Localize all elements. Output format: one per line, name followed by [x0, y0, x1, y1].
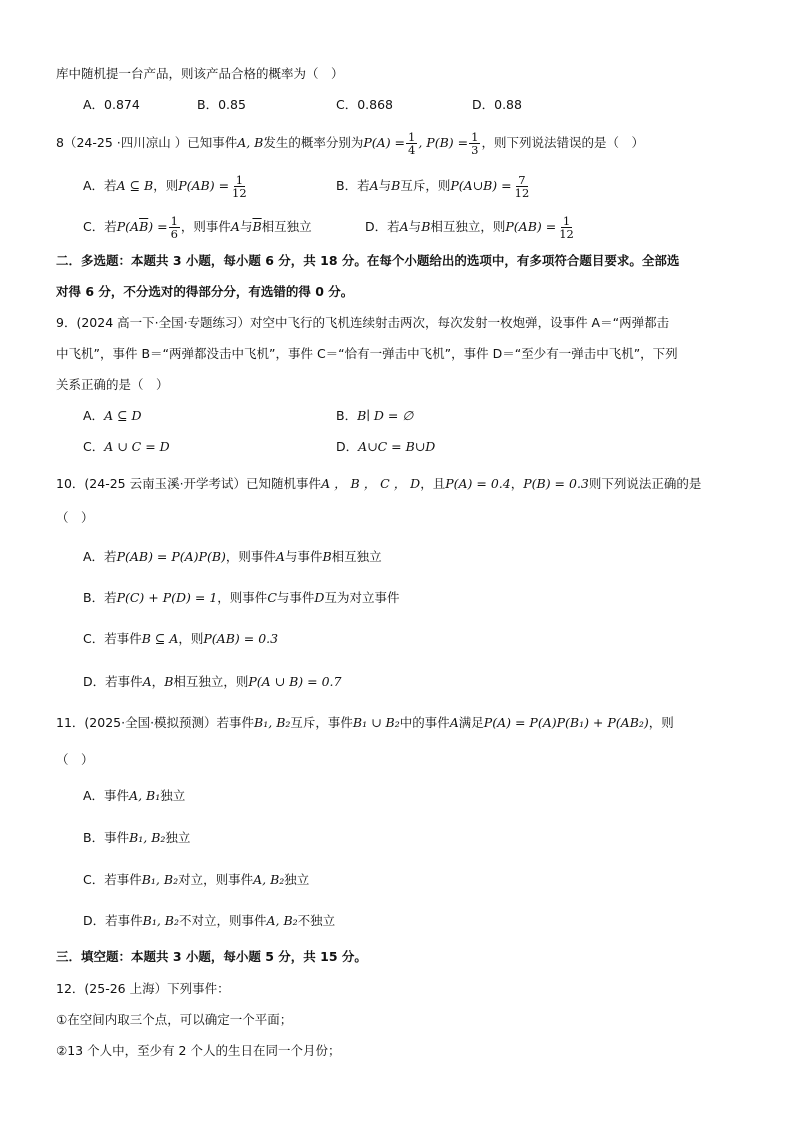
q8-a-mid: ，则	[153, 178, 179, 193]
q10-a-tail: 相互独立	[331, 549, 382, 564]
q10-a-pre: A．若	[83, 549, 117, 564]
q8-pa-frac	[406, 131, 417, 156]
q10-line2: （ ）	[56, 510, 94, 525]
q10-b-tail: 互为对立事件	[324, 590, 400, 605]
q11-a: A	[449, 715, 459, 730]
q11-expr: P(A) = P(A)P(B₁) + P(AB₂)	[483, 715, 649, 730]
q10-c-expr: B ⊆ A	[141, 631, 179, 646]
q9-line3: 关系正确的是（ ）	[56, 377, 169, 392]
q8-c-frac	[169, 215, 180, 240]
q8-c-num: 1	[170, 214, 178, 228]
q8-c-expr-end: ) =	[148, 219, 168, 234]
q9-option-a	[83, 406, 142, 426]
q8-d-num: 1	[562, 214, 571, 228]
q8-option-a	[83, 174, 250, 199]
q10-option-b	[83, 588, 399, 608]
q10-a-mid: ，则事件	[225, 549, 276, 564]
q10-d-a: A	[142, 674, 152, 689]
q11-a-pre: A．事件	[83, 788, 130, 803]
q9-b-label: B．	[336, 408, 358, 423]
q10-a-a: A	[275, 549, 285, 564]
q10-line1	[56, 474, 701, 494]
q12-item1: ①在空间内取三个点，可以确定一个平面；	[56, 1012, 293, 1027]
q8-a-cond: A ⊆ B	[116, 178, 154, 193]
q8-b-den: 12	[514, 186, 530, 200]
q8-number: 8（24-25 ·四川凉山 ）已知事件	[56, 135, 238, 150]
q11-d-pre: D．若事件	[83, 913, 143, 928]
q10-c-mid: ，则	[178, 631, 204, 646]
q8-d-expr: P(AB) =	[505, 219, 557, 234]
q11-pre: 11．(2025·全国·模拟预测）若事件	[56, 715, 255, 730]
q8-pb: , P(B) =	[418, 135, 469, 150]
section2-header-line2: 对得 6 分，不分选对的得部分分，有选错的得 0 分。	[56, 284, 354, 299]
q9-d-expr: A∪C = B∪D	[358, 439, 436, 454]
q10-d-mid: ，	[151, 674, 165, 689]
q8-b-mid2: 互斥，则	[400, 178, 451, 193]
q7-option-c: C．0.868	[336, 97, 394, 112]
q10-c-pre: C．若事件	[83, 631, 142, 646]
q8-pa-den: 4	[408, 143, 416, 157]
q11-c-expr2: A, B₂	[253, 872, 285, 887]
q8-d-a: A	[399, 219, 409, 234]
q7-tail-text: 库中随机提一台产品，则该产品合格的概率为（ ）	[56, 66, 344, 81]
q7-option-b: B．0.85	[197, 97, 246, 112]
q8-b-frac	[513, 174, 532, 199]
q8-c-pre: C．若	[83, 219, 117, 234]
q9-a-expr: A ⊆ D	[104, 408, 142, 423]
q11-b-pre: B．事件	[83, 830, 130, 845]
q8-c-den: 6	[170, 227, 178, 241]
q9-option-d	[336, 437, 435, 457]
q9-d-label: D．	[336, 439, 359, 454]
q8-option-b	[336, 174, 532, 199]
q8-a-pre: A．若	[83, 178, 117, 193]
q9-option-c	[83, 437, 170, 457]
q10-b-mid2: 与事件	[276, 590, 315, 605]
q11-option-b	[83, 828, 190, 848]
q11-option-c	[83, 870, 309, 890]
q10-option-c	[83, 629, 278, 649]
q8-b-pre: B．若	[336, 178, 370, 193]
q8-mid: 发生的概率分别为	[263, 135, 364, 150]
q8-d-frac	[557, 215, 576, 240]
q8-pb-den: 3	[471, 143, 479, 157]
q10-b-pre: B．若	[83, 590, 117, 605]
q8-c-mid: ，则事件	[180, 219, 231, 234]
q11-d-expr: B₁, B₂	[142, 913, 179, 928]
q11-tail: ，则	[648, 715, 674, 730]
q10-mid: ，且	[420, 476, 446, 491]
q8-c-tail: 相互独立	[261, 219, 312, 234]
q10-a-b: B	[322, 549, 332, 564]
q8-pa-num: 1	[408, 130, 416, 144]
q11-c-pre: C．若事件	[83, 872, 142, 887]
q11-c-tail: 独立	[284, 872, 310, 887]
q8-option-c	[83, 215, 312, 240]
q8-d-b: B	[421, 219, 431, 234]
q9-c-expr: A ∪ C = D	[104, 439, 170, 454]
q11-mid3: 满足	[458, 715, 484, 730]
q8-b-expr: P(A∪B) =	[450, 178, 512, 193]
q10-a-mid2: 与事件	[284, 549, 323, 564]
q10-c-expr2: P(AB) = 0.3	[203, 631, 279, 646]
q10-d-mid2: 相互独立，则	[173, 674, 249, 689]
q10-b-mid: ，则事件	[217, 590, 268, 605]
q10-pb: P(B) = 0.3	[523, 476, 589, 491]
q8-tail: ，则下列说法错误的是（ ）	[481, 135, 644, 150]
q8-c-b: $\overline{B}$	[252, 219, 262, 234]
q10-pre: 10．(24-25 云南玉溪·开学考试）已知随机事件	[56, 476, 322, 491]
q10-b-b: D	[314, 590, 325, 605]
q8-a-num: 1	[235, 173, 244, 187]
q10-a-expr: P(AB) = P(A)P(B)	[116, 549, 226, 564]
q8-a-expr: P(AB) =	[178, 178, 230, 193]
q8-a-frac	[230, 174, 249, 199]
q10-d-expr: P(A ∪ B) = 0.7	[248, 674, 342, 689]
q11-b-expr: B₁, B₂	[129, 830, 166, 845]
q11-c-expr: B₁, B₂	[141, 872, 179, 887]
q8-c-mid2: 与	[239, 219, 253, 234]
q10-events: A ， B ， C ， D	[321, 476, 421, 491]
q10-b-expr: P(C) + P(D) = 1	[116, 590, 218, 605]
q10-sep: ，	[510, 476, 524, 491]
q8-a-den: 12	[232, 186, 247, 200]
q9-b-expr: B∣ D = ∅	[357, 408, 414, 423]
q11-line2: （ ）	[56, 752, 94, 767]
q8-d-mid2: 相互独立，则	[430, 219, 506, 234]
q11-option-d	[83, 911, 335, 931]
q11-d-expr2: A, B₂	[266, 913, 298, 928]
q8-b-b: B	[391, 178, 401, 193]
section2-header-line1: 二．多选题：本题共 3 小题，每小题 6 分，共 18 分。在每个小题给出的选项中，有多项符合题目要求。全部选	[56, 253, 680, 268]
q11-a-tail: 独立	[160, 788, 186, 803]
q8-c-expr-p: P(A	[116, 219, 140, 234]
q11-c-mid: 对立，则事件	[178, 872, 254, 887]
q8-pb-num: 1	[471, 130, 479, 144]
q8-events: A, B	[237, 135, 264, 150]
q8-b-a: A	[369, 178, 379, 193]
q11-a-expr: A, B₁	[129, 788, 161, 803]
q11-mid2: 中的事件	[399, 715, 450, 730]
q10-pa: P(A) = 0.4	[445, 476, 511, 491]
q8-pa: P(A) =	[363, 135, 406, 150]
q8-b-mid1: 与	[378, 178, 392, 193]
q8-pb-frac	[469, 131, 480, 156]
q8-stem	[56, 131, 644, 156]
q8-d-den: 12	[559, 227, 574, 241]
q10-option-d	[83, 672, 342, 692]
q11-b-tail: 独立	[165, 830, 191, 845]
q8-option-d	[365, 215, 577, 240]
q7-option-a: A．0.874	[83, 97, 140, 112]
q9-c-label: C．	[83, 439, 105, 454]
q8-b-num: 7	[518, 173, 526, 187]
q9-line2: 中飞机”，事件 B＝“两弹都没击中飞机”，事件 C＝“恰有一弹击中飞机”，事件 D＝“至少有一弹击中飞机”，下列	[56, 346, 678, 361]
q11-b1ub2: B₁ ∪ B₂	[352, 715, 400, 730]
q8-d-pre: D．若	[365, 219, 400, 234]
q8-c-a: A	[230, 219, 240, 234]
section3-header: 三．填空题：本题共 3 小题，每小题 5 分，共 15 分。	[56, 949, 367, 964]
q11-d-tail: 不独立	[297, 913, 336, 928]
q10-option-a	[83, 547, 382, 567]
q12-line1: 12．(25-26 上海）下列事件：	[56, 981, 230, 996]
q11-mid: 互斥，事件	[290, 715, 353, 730]
q9-line1: 9．(2024 高一下·全国·专题练习）对空中飞行的飞机连续射击两次，每次发射一枚炮弹，设事件 A＝“两弹都击	[56, 315, 670, 330]
q10-tail: 则下列说法正确的是	[588, 476, 702, 491]
q10-d-pre: D．若事件	[83, 674, 143, 689]
q11-option-a	[83, 786, 185, 806]
q10-d-b: B	[164, 674, 174, 689]
q11-d-mid: 不对立，则事件	[178, 913, 267, 928]
q7-option-d: D．0.88	[472, 97, 522, 112]
q11-line1	[56, 713, 674, 733]
q12-item2: ②13 个人中，至少有 2 个人的生日在同一个月份；	[56, 1043, 341, 1058]
q8-d-mid: 与	[408, 219, 422, 234]
q9-option-b	[336, 406, 413, 426]
q11-b12: B₁, B₂	[254, 715, 291, 730]
q8-c-expr-bar: $\overline{B}$	[139, 219, 149, 234]
q10-b-a: C	[267, 590, 277, 605]
q9-a-label: A．	[83, 408, 105, 423]
